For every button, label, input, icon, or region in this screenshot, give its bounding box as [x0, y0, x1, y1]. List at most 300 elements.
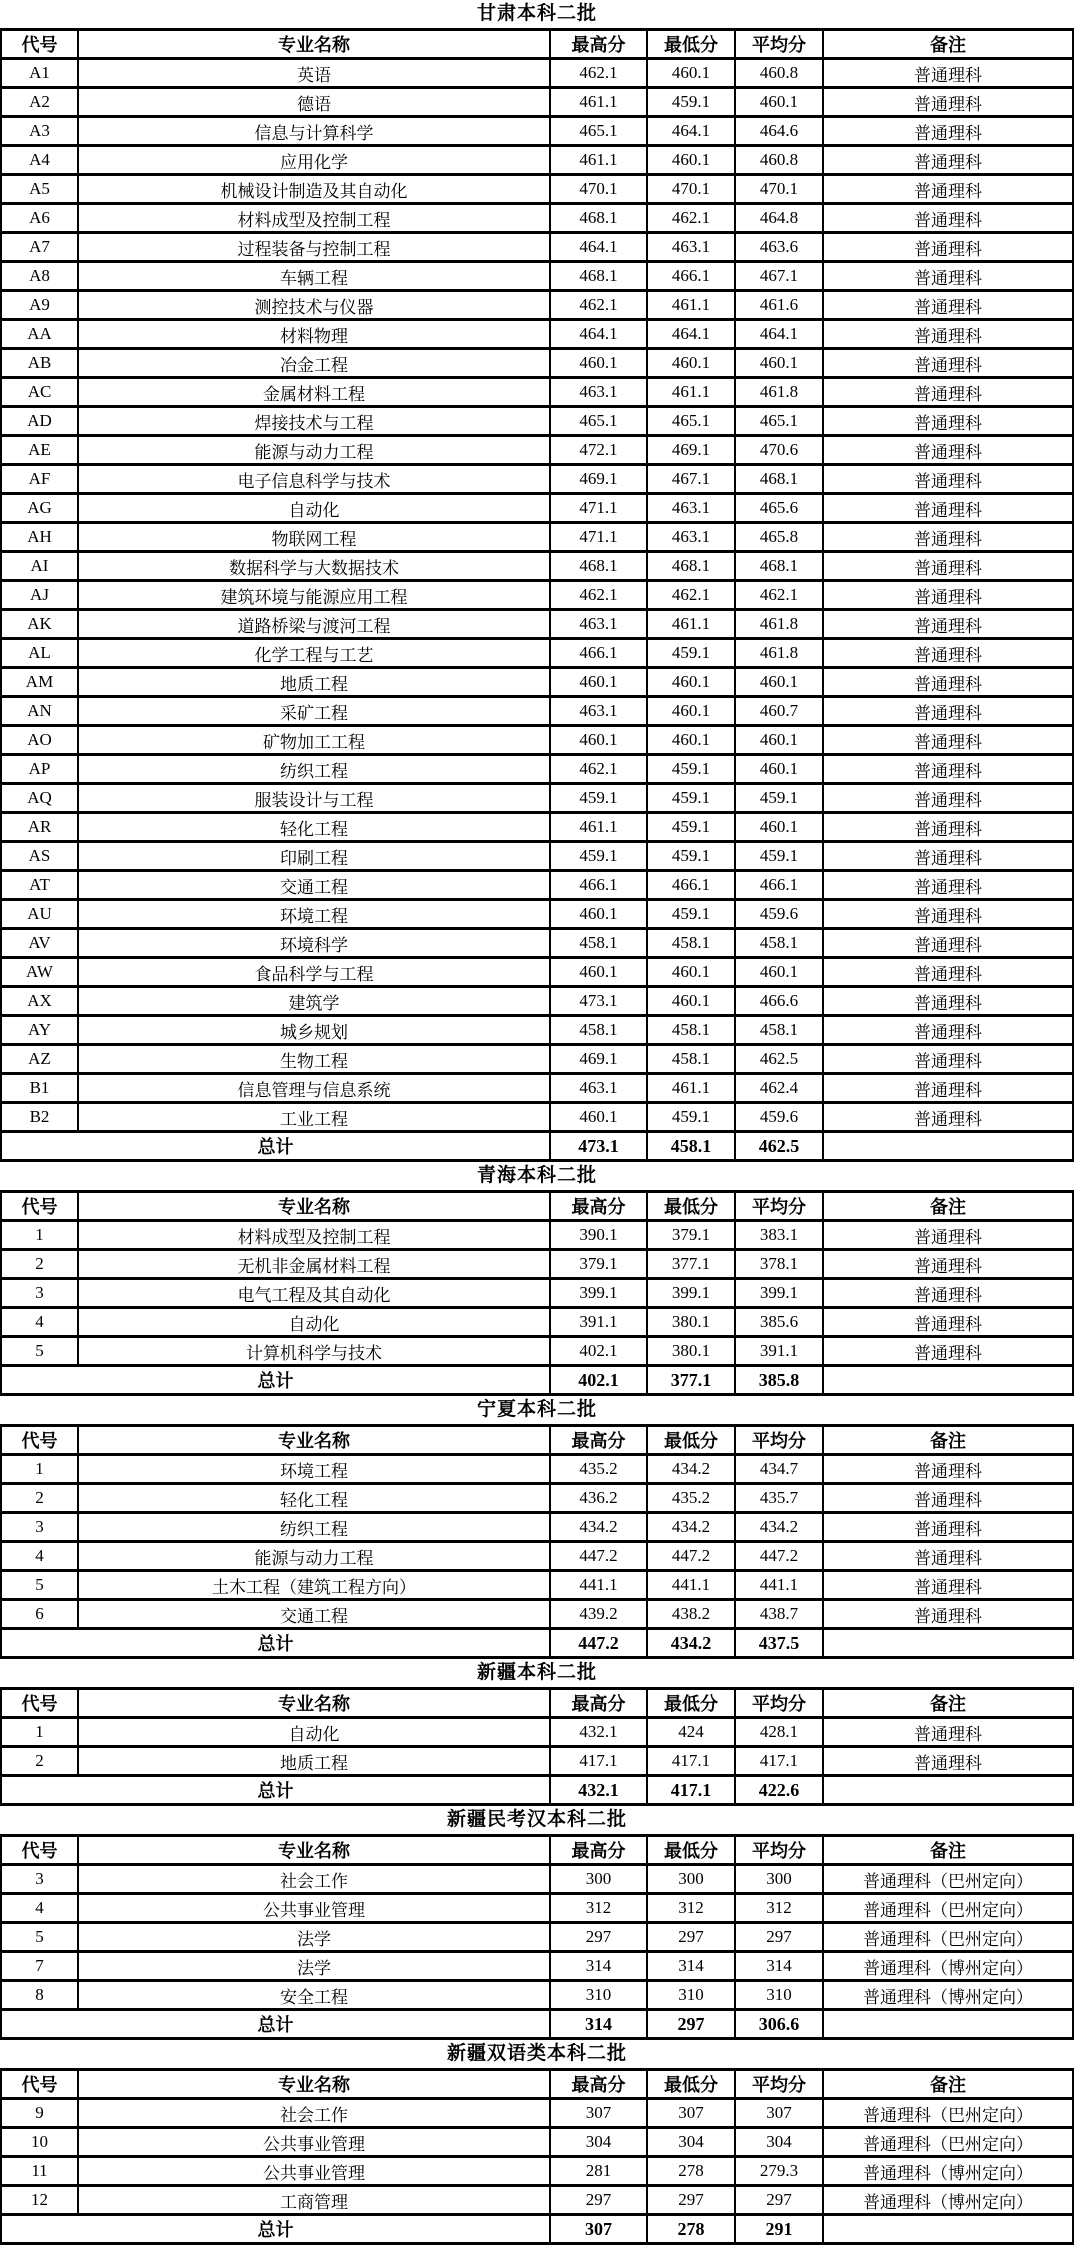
- cell-remark: 普通理科: [823, 494, 1073, 523]
- cell-remark: 普通理科（博州定向）: [823, 2157, 1073, 2186]
- total-min: 297: [647, 2010, 735, 2039]
- cell-max-score: 435.2: [550, 1455, 647, 1484]
- cell-max-score: 465.1: [550, 407, 647, 436]
- cell-max-score: 461.1: [550, 146, 647, 175]
- cell-min-score: 307: [647, 2099, 735, 2128]
- total-max: 447.2: [550, 1629, 647, 1658]
- cell-min-score: 460.1: [647, 349, 735, 378]
- cell-min-score: 460.1: [647, 958, 735, 987]
- cell-remark: 普通理科: [823, 1045, 1073, 1074]
- cell-min-score: 459.1: [647, 784, 735, 813]
- cell-min-score: 459.1: [647, 755, 735, 784]
- cell-max-score: 462.1: [550, 59, 647, 88]
- cell-max-score: 463.1: [550, 610, 647, 639]
- cell-major-name: 数据科学与大数据技术: [78, 552, 550, 581]
- total-row: [1, 1776, 1073, 1805]
- cell-major-name: 轻化工程: [78, 1484, 550, 1513]
- cell-code: AL: [1, 639, 78, 668]
- cell-major-name: 英语: [78, 59, 550, 88]
- total-row: [1, 1366, 1073, 1395]
- cell-code: 2: [1, 1747, 78, 1776]
- cell-avg-score: 465.1: [735, 407, 823, 436]
- cell-max-score: 469.1: [550, 465, 647, 494]
- cell-max-score: 464.1: [550, 233, 647, 262]
- cell-major-name: 无机非金属材料工程: [78, 1250, 550, 1279]
- cell-code: AR: [1, 813, 78, 842]
- column-header: 代号: [1, 1192, 78, 1221]
- cell-remark: 普通理科: [823, 987, 1073, 1016]
- cell-remark: 普通理科: [823, 88, 1073, 117]
- cell-min-score: 458.1: [647, 1016, 735, 1045]
- cell-avg-score: 459.1: [735, 784, 823, 813]
- total-min: 434.2: [647, 1629, 735, 1658]
- cell-major-name: 自动化: [78, 1718, 550, 1747]
- cell-code: AP: [1, 755, 78, 784]
- cell-remark: 普通理科: [823, 871, 1073, 900]
- cell-code: AS: [1, 842, 78, 871]
- cell-code: A8: [1, 262, 78, 291]
- column-header: 代号: [1, 1689, 78, 1718]
- column-header: 最高分: [550, 1192, 647, 1221]
- table-row: [1, 1865, 1073, 1894]
- cell-avg-score: 441.1: [735, 1571, 823, 1600]
- total-row: [1, 2215, 1073, 2244]
- score-table: [0, 1424, 1074, 1659]
- cell-code: 7: [1, 1952, 78, 1981]
- cell-major-name: 社会工作: [78, 2099, 550, 2128]
- cell-min-score: 463.1: [647, 494, 735, 523]
- cell-avg-score: 470.1: [735, 175, 823, 204]
- cell-code: AE: [1, 436, 78, 465]
- header-row: [1, 1192, 1073, 1221]
- cell-remark: 普通理科: [823, 1337, 1073, 1366]
- cell-avg-score: 462.4: [735, 1074, 823, 1103]
- table-row: [1, 1718, 1073, 1747]
- cell-code: A3: [1, 117, 78, 146]
- cell-remark: 普通理科: [823, 552, 1073, 581]
- cell-min-score: 468.1: [647, 552, 735, 581]
- table-row: [1, 436, 1073, 465]
- cell-min-score: 312: [647, 1894, 735, 1923]
- table-row: [1, 59, 1073, 88]
- total-label: 总计: [1, 1366, 550, 1395]
- cell-code: 1: [1, 1718, 78, 1747]
- cell-min-score: 462.1: [647, 581, 735, 610]
- total-remark: [823, 2010, 1073, 2039]
- cell-min-score: 438.2: [647, 1600, 735, 1629]
- cell-remark: 普通理科: [823, 639, 1073, 668]
- cell-code: AN: [1, 697, 78, 726]
- cell-max-score: 297: [550, 2186, 647, 2215]
- cell-max-score: 461.1: [550, 88, 647, 117]
- cell-major-name: 信息管理与信息系统: [78, 1074, 550, 1103]
- cell-remark: 普通理科: [823, 523, 1073, 552]
- cell-min-score: 461.1: [647, 1074, 735, 1103]
- table-row: [1, 146, 1073, 175]
- cell-min-score: 459.1: [647, 88, 735, 117]
- cell-avg-score: 464.6: [735, 117, 823, 146]
- table-row: [1, 1455, 1073, 1484]
- table-row: [1, 1016, 1073, 1045]
- cell-min-score: 460.1: [647, 726, 735, 755]
- cell-major-name: 印刷工程: [78, 842, 550, 871]
- total-min: 458.1: [647, 1132, 735, 1161]
- cell-remark: 普通理科: [823, 1455, 1073, 1484]
- column-header: 最高分: [550, 1689, 647, 1718]
- total-avg: 437.5: [735, 1629, 823, 1658]
- table-row: [1, 175, 1073, 204]
- cell-min-score: 462.1: [647, 204, 735, 233]
- cell-avg-score: 385.6: [735, 1308, 823, 1337]
- column-header: 最低分: [647, 2070, 735, 2099]
- cell-remark: 普通理科: [823, 1074, 1073, 1103]
- table-row: [1, 784, 1073, 813]
- cell-remark: 普通理科: [823, 320, 1073, 349]
- cell-avg-score: 460.1: [735, 726, 823, 755]
- cell-major-name: 工业工程: [78, 1103, 550, 1132]
- cell-major-name: 环境科学: [78, 929, 550, 958]
- cell-code: AC: [1, 378, 78, 407]
- column-header: 平均分: [735, 1192, 823, 1221]
- table-row: [1, 233, 1073, 262]
- table-row: [1, 610, 1073, 639]
- cell-avg-score: 279.3: [735, 2157, 823, 2186]
- cell-avg-score: 435.7: [735, 1484, 823, 1513]
- cell-major-name: 公共事业管理: [78, 2128, 550, 2157]
- cell-avg-score: 460.8: [735, 59, 823, 88]
- cell-remark: 普通理科（巴州定向）: [823, 1865, 1073, 1894]
- cell-major-name: 生物工程: [78, 1045, 550, 1074]
- table-row: [1, 552, 1073, 581]
- cell-max-score: 434.2: [550, 1513, 647, 1542]
- cell-remark: 普通理科: [823, 1484, 1073, 1513]
- cell-min-score: 459.1: [647, 842, 735, 871]
- cell-code: AG: [1, 494, 78, 523]
- total-label: 总计: [1, 1776, 550, 1805]
- cell-max-score: 471.1: [550, 523, 647, 552]
- score-table: [0, 1687, 1074, 1806]
- cell-avg-score: 459.6: [735, 900, 823, 929]
- cell-avg-score: 460.1: [735, 349, 823, 378]
- total-row: [1, 1132, 1073, 1161]
- total-remark: [823, 1366, 1073, 1395]
- cell-max-score: 441.1: [550, 1571, 647, 1600]
- cell-major-name: 能源与动力工程: [78, 436, 550, 465]
- total-min: 377.1: [647, 1366, 735, 1395]
- column-header: 备注: [823, 1689, 1073, 1718]
- column-header: 平均分: [735, 1689, 823, 1718]
- cell-remark: 普通理科: [823, 755, 1073, 784]
- cell-major-name: 自动化: [78, 494, 550, 523]
- cell-avg-score: 378.1: [735, 1250, 823, 1279]
- cell-min-score: 380.1: [647, 1308, 735, 1337]
- total-min: 417.1: [647, 1776, 735, 1805]
- column-header: 最低分: [647, 1192, 735, 1221]
- column-header: 代号: [1, 1426, 78, 1455]
- total-label: 总计: [1, 2215, 550, 2244]
- cell-remark: 普通理科: [823, 59, 1073, 88]
- cell-code: AK: [1, 610, 78, 639]
- cell-min-score: 314: [647, 1952, 735, 1981]
- cell-avg-score: 314: [735, 1952, 823, 1981]
- table-row: [1, 523, 1073, 552]
- cell-major-name: 物联网工程: [78, 523, 550, 552]
- cell-min-score: 463.1: [647, 233, 735, 262]
- cell-major-name: 法学: [78, 1923, 550, 1952]
- cell-major-name: 德语: [78, 88, 550, 117]
- cell-remark: 普通理科: [823, 204, 1073, 233]
- cell-min-score: 458.1: [647, 929, 735, 958]
- column-header: 代号: [1, 30, 78, 59]
- cell-major-name: 化学工程与工艺: [78, 639, 550, 668]
- table-row: [1, 204, 1073, 233]
- cell-major-name: 车辆工程: [78, 262, 550, 291]
- cell-max-score: 310: [550, 1981, 647, 2010]
- cell-avg-score: 464.8: [735, 204, 823, 233]
- column-header: 专业名称: [78, 1192, 550, 1221]
- total-remark: [823, 2215, 1073, 2244]
- cell-remark: 普通理科: [823, 378, 1073, 407]
- cell-min-score: 399.1: [647, 1279, 735, 1308]
- section-title: 新疆本科二批: [476, 1662, 597, 1683]
- cell-remark: 普通理科: [823, 958, 1073, 987]
- cell-max-score: 459.1: [550, 842, 647, 871]
- cell-max-score: 460.1: [550, 958, 647, 987]
- cell-code: 5: [1, 1923, 78, 1952]
- total-min: 278: [647, 2215, 735, 2244]
- cell-min-score: 459.1: [647, 813, 735, 842]
- cell-avg-score: 447.2: [735, 1542, 823, 1571]
- cell-remark: 普通理科: [823, 929, 1073, 958]
- cell-max-score: 460.1: [550, 668, 647, 697]
- cell-avg-score: 462.1: [735, 581, 823, 610]
- cell-min-score: 417.1: [647, 1747, 735, 1776]
- column-header: 最低分: [647, 1689, 735, 1718]
- column-header: 备注: [823, 1192, 1073, 1221]
- header-row: [1, 2070, 1073, 2099]
- cell-min-score: 464.1: [647, 320, 735, 349]
- cell-avg-score: 417.1: [735, 1747, 823, 1776]
- cell-major-name: 土木工程（建筑工程方向）: [78, 1571, 550, 1600]
- cell-max-score: 463.1: [550, 697, 647, 726]
- cell-avg-score: 464.1: [735, 320, 823, 349]
- cell-code: AO: [1, 726, 78, 755]
- cell-max-score: 466.1: [550, 871, 647, 900]
- cell-major-name: 电气工程及其自动化: [78, 1279, 550, 1308]
- section-title: 甘肃本科二批: [476, 3, 597, 24]
- cell-code: AW: [1, 958, 78, 987]
- cell-max-score: 466.1: [550, 639, 647, 668]
- column-header: 平均分: [735, 1426, 823, 1455]
- cell-max-score: 468.1: [550, 204, 647, 233]
- column-header: 最低分: [647, 1836, 735, 1865]
- column-header: 专业名称: [78, 2070, 550, 2099]
- cell-code: A4: [1, 146, 78, 175]
- cell-major-name: 建筑学: [78, 987, 550, 1016]
- cell-major-name: 轻化工程: [78, 813, 550, 842]
- cell-max-score: 390.1: [550, 1221, 647, 1250]
- cell-max-score: 458.1: [550, 929, 647, 958]
- cell-avg-score: 461.8: [735, 378, 823, 407]
- cell-min-score: 464.1: [647, 117, 735, 146]
- cell-min-score: 297: [647, 2186, 735, 2215]
- cell-remark: 普通理科: [823, 1542, 1073, 1571]
- column-header: 代号: [1, 2070, 78, 2099]
- cell-max-score: 447.2: [550, 1542, 647, 1571]
- cell-min-score: 300: [647, 1865, 735, 1894]
- cell-min-score: 465.1: [647, 407, 735, 436]
- cell-max-score: 297: [550, 1923, 647, 1952]
- column-header: 最高分: [550, 1426, 647, 1455]
- cell-major-name: 公共事业管理: [78, 2157, 550, 2186]
- total-remark: [823, 1776, 1073, 1805]
- header-row: [1, 1689, 1073, 1718]
- cell-code: 9: [1, 2099, 78, 2128]
- cell-code: AM: [1, 668, 78, 697]
- cell-major-name: 金属材料工程: [78, 378, 550, 407]
- cell-min-score: 459.1: [647, 900, 735, 929]
- cell-major-name: 能源与动力工程: [78, 1542, 550, 1571]
- table-row: [1, 378, 1073, 407]
- cell-avg-score: 304: [735, 2128, 823, 2157]
- table-row: [1, 1571, 1073, 1600]
- table-row: [1, 929, 1073, 958]
- cell-max-score: 472.1: [550, 436, 647, 465]
- table-row: [1, 1513, 1073, 1542]
- total-avg: 291: [735, 2215, 823, 2244]
- cell-min-score: 459.1: [647, 639, 735, 668]
- section-title: 新疆民考汉本科二批: [446, 1809, 627, 1830]
- cell-code: B2: [1, 1103, 78, 1132]
- cell-code: AF: [1, 465, 78, 494]
- column-header: 备注: [823, 2070, 1073, 2099]
- cell-code: AU: [1, 900, 78, 929]
- header-row: [1, 30, 1073, 59]
- cell-avg-score: 438.7: [735, 1600, 823, 1629]
- cell-code: 3: [1, 1279, 78, 1308]
- cell-major-name: 公共事业管理: [78, 1894, 550, 1923]
- cell-major-name: 城乡规划: [78, 1016, 550, 1045]
- column-header: 专业名称: [78, 1689, 550, 1718]
- column-header: 备注: [823, 1836, 1073, 1865]
- cell-code: AB: [1, 349, 78, 378]
- table-row: [1, 465, 1073, 494]
- cell-avg-score: 461.6: [735, 291, 823, 320]
- cell-remark: 普通理科（博州定向）: [823, 2186, 1073, 2215]
- cell-remark: 普通理科（博州定向）: [823, 1981, 1073, 2010]
- cell-min-score: 469.1: [647, 436, 735, 465]
- cell-min-score: 379.1: [647, 1221, 735, 1250]
- table-row: [1, 2128, 1073, 2157]
- table-row: [1, 1279, 1073, 1308]
- cell-avg-score: 459.1: [735, 842, 823, 871]
- cell-code: 4: [1, 1894, 78, 1923]
- cell-remark: 普通理科: [823, 813, 1073, 842]
- cell-avg-score: 460.1: [735, 813, 823, 842]
- total-max: 473.1: [550, 1132, 647, 1161]
- table-row: [1, 407, 1073, 436]
- cell-major-name: 焊接技术与工程: [78, 407, 550, 436]
- cell-avg-score: 383.1: [735, 1221, 823, 1250]
- cell-remark: 普通理科: [823, 842, 1073, 871]
- cell-major-name: 地质工程: [78, 1747, 550, 1776]
- cell-remark: 普通理科: [823, 1250, 1073, 1279]
- cell-avg-score: 307: [735, 2099, 823, 2128]
- cell-major-name: 材料成型及控制工程: [78, 1221, 550, 1250]
- column-header: 平均分: [735, 1836, 823, 1865]
- header-row: [1, 1426, 1073, 1455]
- cell-min-score: 304: [647, 2128, 735, 2157]
- cell-code: A5: [1, 175, 78, 204]
- cell-remark: 普通理科: [823, 1279, 1073, 1308]
- cell-code: AX: [1, 987, 78, 1016]
- table-row: [1, 871, 1073, 900]
- cell-remark: 普通理科: [823, 349, 1073, 378]
- cell-major-name: 采矿工程: [78, 697, 550, 726]
- cell-major-name: 法学: [78, 1952, 550, 1981]
- cell-max-score: 304: [550, 2128, 647, 2157]
- cell-major-name: 食品科学与工程: [78, 958, 550, 987]
- cell-max-score: 312: [550, 1894, 647, 1923]
- cell-max-score: 465.1: [550, 117, 647, 146]
- table-row: [1, 987, 1073, 1016]
- total-row: [1, 2010, 1073, 2039]
- table-row: [1, 1542, 1073, 1571]
- cell-min-score: 297: [647, 1923, 735, 1952]
- cell-min-score: 463.1: [647, 523, 735, 552]
- cell-code: 10: [1, 2128, 78, 2157]
- cell-avg-score: 462.5: [735, 1045, 823, 1074]
- cell-major-name: 纺织工程: [78, 755, 550, 784]
- table-row: [1, 1103, 1073, 1132]
- cell-max-score: 462.1: [550, 291, 647, 320]
- cell-code: 1: [1, 1455, 78, 1484]
- cell-avg-score: 466.1: [735, 871, 823, 900]
- cell-max-score: 391.1: [550, 1308, 647, 1337]
- cell-code: A9: [1, 291, 78, 320]
- cell-avg-score: 434.2: [735, 1513, 823, 1542]
- cell-min-score: 434.2: [647, 1455, 735, 1484]
- column-header: 专业名称: [78, 30, 550, 59]
- total-avg: 385.8: [735, 1366, 823, 1395]
- cell-major-name: 矿物加工工程: [78, 726, 550, 755]
- cell-code: 1: [1, 1221, 78, 1250]
- cell-max-score: 439.2: [550, 1600, 647, 1629]
- cell-avg-score: 460.8: [735, 146, 823, 175]
- table-row: [1, 1747, 1073, 1776]
- table-row: [1, 88, 1073, 117]
- cell-max-score: 458.1: [550, 1016, 647, 1045]
- cell-code: 5: [1, 1571, 78, 1600]
- cell-remark: 普通理科（巴州定向）: [823, 2099, 1073, 2128]
- table-row: [1, 2157, 1073, 2186]
- cell-major-name: 环境工程: [78, 1455, 550, 1484]
- cell-avg-score: 466.6: [735, 987, 823, 1016]
- cell-max-score: 464.1: [550, 320, 647, 349]
- column-header: 专业名称: [78, 1836, 550, 1865]
- cell-remark: 普通理科: [823, 1221, 1073, 1250]
- cell-remark: 普通理科（博州定向）: [823, 1952, 1073, 1981]
- table-row: [1, 2099, 1073, 2128]
- cell-code: 6: [1, 1600, 78, 1629]
- column-header: 代号: [1, 1836, 78, 1865]
- cell-code: 12: [1, 2186, 78, 2215]
- table-row: [1, 697, 1073, 726]
- column-header: 最高分: [550, 30, 647, 59]
- cell-min-score: 460.1: [647, 697, 735, 726]
- column-header: 平均分: [735, 30, 823, 59]
- cell-code: AD: [1, 407, 78, 436]
